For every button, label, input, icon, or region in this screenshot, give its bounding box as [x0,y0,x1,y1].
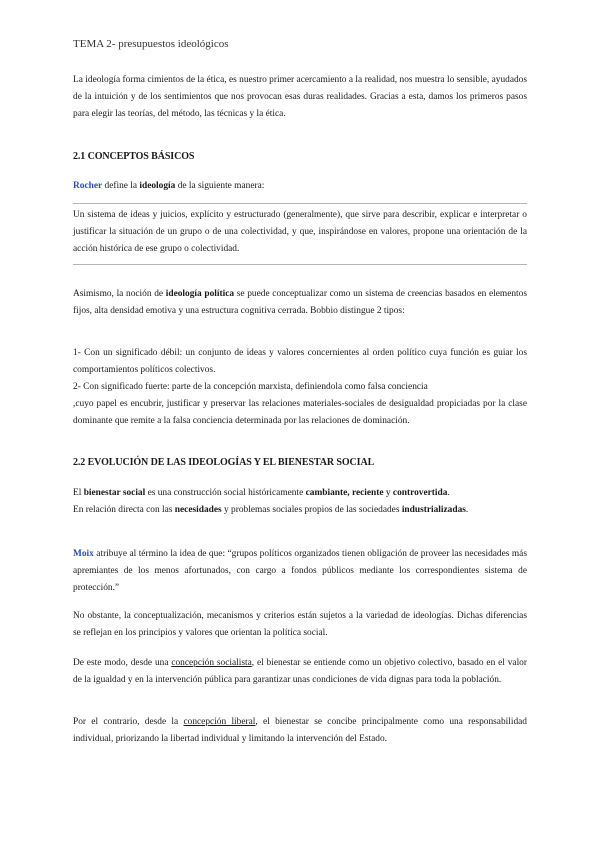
intro-text: La ideología forma cimientos de la ética, es nuestro primer acercamiento a la realidad, nos muestra lo sensible, ayudados de la intuición y de los sentimientos que nos provocan esas duras realidades. Gracias a esta, damos los primeros pasos para elegir las teorías, del método, las técnicas y la ética. [73,75,527,119]
conceptualizacion-paragraph: No obstante, la conceptualización, mecanismos y criterios están sujetos a la variedad de ideologías. Dichas diferencias se reflejan en los principios y valores que orientan la política social. [73,611,527,638]
page-header: TEMA 2- presupuestos ideológicos [73,38,229,50]
bienestar-paragraph: El bienestar social es una construcción social históricamente cambiante, reciente y controvertida. En relación directa con las necesidades y problemas sociales propios de las sociedades industrializadas. [73,488,469,515]
concepcion-liberal-link: concepción liberal [183,717,256,727]
type-weak: 1- Con un significado débil: un conjunto de ideas y valores concernientes al orden político cuya función es guiar los comportamientos políticos colectivos. [73,348,527,375]
rocher-line: Rocher define la ideología de la siguiente manera: [73,181,265,191]
liberal-paragraph: Por el contrario, desde la concepción liberal, el bienestar se concibe principalmente como una responsabilidad individual, priorizando la libertad individual y limitando la intervención del Estado. [73,717,527,744]
intro-paragraph [73,72,527,123]
type-strong: 2- Con significado fuerte: parte de la concepción marxista, definiendola como falsa conciencia [73,382,428,392]
rocher-quote: Un sistema de ideas y juicios, explícito y estructurado (generalmente), que sirve para describir, explicar e interpretar o justificar la situación de un grupo o de una colectividad, y que, inspirándose en valores, propone una orientación de la acción histórica de ese grupo o colectividad. [73,210,527,254]
section-heading-conceptos: 2.1 CONCEPTOS BÁSICOS [73,151,195,162]
moix-paragraph: Moix atribuye al término la idea de que: “grupos políticos organizados tienen obligación de proveer las necesidades más apremiantes de los menos afortunados, con cargo a fondos públicos mediante los correspondientes sistema de protección.” [73,549,527,593]
concepcion-socialista-link: concepción socialista [171,658,252,668]
quote-bottom-rule [73,264,527,265]
type-strong-continued: ,cuyo papel es encubrir, justificar y preservar las relaciones materiales-sociales de desigualdad propiciadas por la clase dominante que remite a la falsa conciencia determinada por las relaciones de dominación. [73,399,527,426]
section-heading-evolucion: 2.2 EVOLUCIÓN DE LAS IDEOLOGÍAS Y EL BIENESTAR SOCIAL [73,457,375,468]
bobbio-types [73,345,527,430]
moix-author: Moix [73,549,94,559]
rocher-author: Rocher [73,181,103,191]
socialista-paragraph: De este modo, desde una concepción socialista, el bienestar se entiende como un objetivo colectivo, basado en el valor de la igualdad y en la intervención pública para garantizar unas condiciones de vida dignas para toda la población. [73,658,527,685]
ideologia-politica-paragraph: Asimismo, la noción de ideología política se puede conceptualizar como un sistema de creencias basados en elementos fijos, alta densidad emotiva y una estructura cognitiva cerrada. Bobbio distingue 2 tipos: [73,289,527,316]
quote-top-rule [73,203,527,204]
